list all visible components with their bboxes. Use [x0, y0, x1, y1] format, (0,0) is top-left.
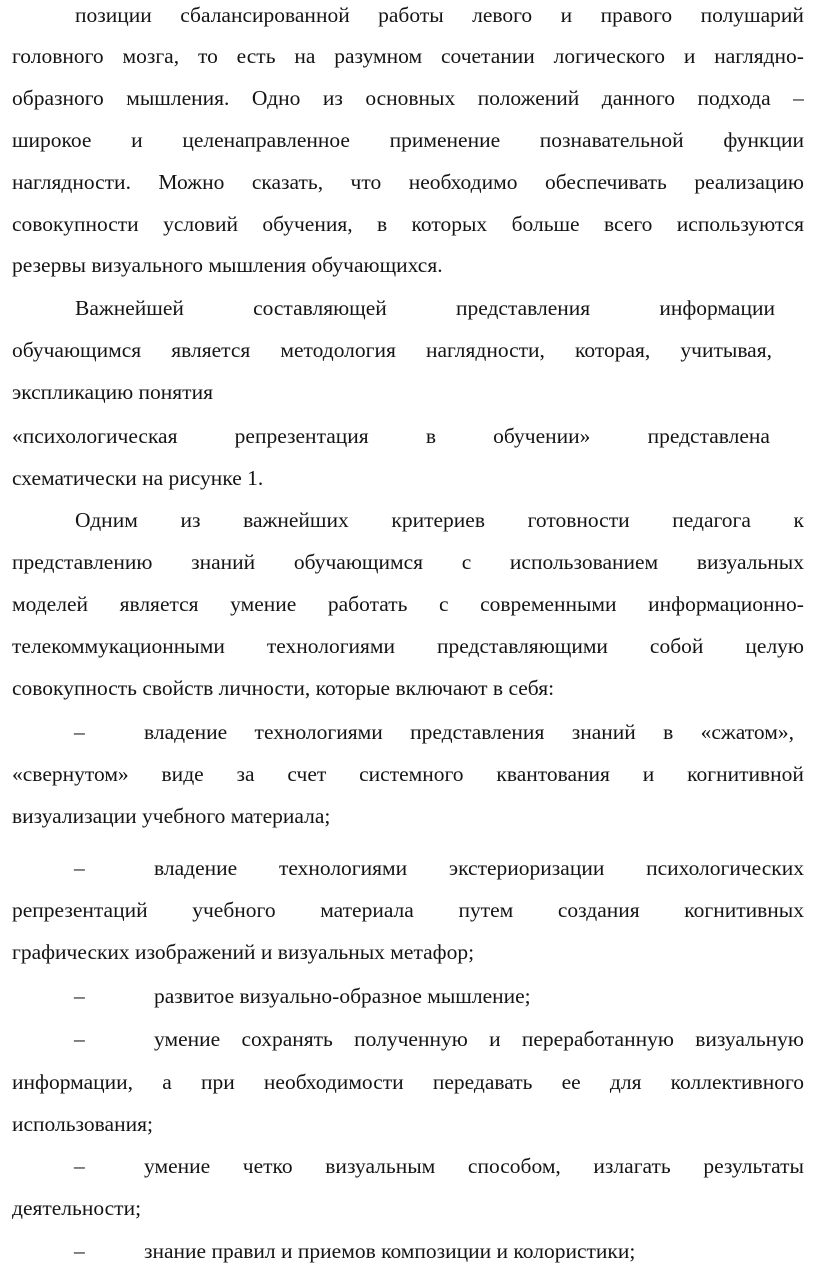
dash-bullet: – [74, 1154, 85, 1178]
word: представлена [647, 424, 770, 448]
word: критериев [391, 508, 485, 532]
word: психологических [646, 856, 804, 880]
word: результаты [703, 1154, 804, 1178]
word: методология [280, 338, 396, 362]
word: в [663, 720, 674, 744]
list-item-first-line: знание правил и приемов композиции и колористики; [144, 1239, 636, 1263]
word: визуальную [695, 1027, 804, 1051]
text-line [12, 626, 804, 666]
word: наглядно- [714, 44, 804, 68]
text-line [12, 890, 804, 930]
word: квантования [496, 762, 610, 786]
dash-bullet: – [74, 984, 85, 1008]
word: а [162, 1070, 172, 1094]
word: и [131, 128, 143, 152]
word: при [200, 1070, 235, 1094]
word: реализацию [694, 170, 804, 194]
word: логического [553, 44, 665, 68]
word: и [642, 762, 655, 786]
word: больше [511, 212, 580, 236]
word: передавать [432, 1070, 533, 1094]
word: счет [287, 762, 327, 786]
word: путем [458, 898, 514, 922]
word: представления [410, 720, 545, 744]
word: и [560, 3, 573, 27]
word: излагать [593, 1154, 671, 1178]
word: основных [365, 86, 456, 110]
word: когнитивной [687, 762, 804, 786]
dash-bullet: – [74, 720, 85, 744]
list-item-first-line [144, 712, 794, 752]
dash-bullet: – [74, 1027, 85, 1051]
text-line: экспликацию понятия [12, 380, 213, 404]
word: с [461, 550, 472, 574]
word: репрезентаций [12, 898, 148, 922]
word: и [683, 44, 696, 68]
word: образного [12, 86, 104, 110]
word: которых [411, 212, 488, 236]
text-line: резервы визуального мышления обучающихся. [12, 253, 443, 277]
list-item-first-line [154, 1019, 804, 1059]
word: педагога [672, 508, 751, 532]
word: «психологическая [12, 424, 178, 448]
word: когнитивных [684, 898, 804, 922]
list-item [12, 712, 804, 752]
word: совокупности [12, 212, 139, 236]
word: необходимо [408, 170, 518, 194]
word: обучении» [493, 424, 591, 448]
list-item-first-line: развитое визуально-образное мышление; [154, 984, 531, 1008]
text-line [12, 1062, 804, 1102]
text-line [12, 754, 804, 794]
word: обучающимся [12, 338, 142, 362]
word: мышления. [126, 86, 230, 110]
word: широкое [12, 128, 92, 152]
word: виде [161, 762, 204, 786]
text-line [12, 416, 770, 456]
word: знаний [191, 550, 256, 574]
word: Важнейшей [75, 296, 184, 320]
text-line [12, 584, 804, 624]
text-line [12, 120, 804, 160]
list-item [12, 848, 804, 888]
text-line [75, 500, 804, 540]
word: полученную [354, 1027, 468, 1051]
word: способом, [467, 1154, 561, 1178]
text-line: визуализации учебного материала; [12, 804, 331, 828]
word: есть [236, 44, 276, 68]
word: из [322, 86, 343, 110]
word: технологиями [254, 720, 383, 744]
word: умение [154, 1027, 221, 1051]
word: то [197, 44, 218, 68]
list-item-first-line [144, 1146, 804, 1186]
word: наглядности. [12, 170, 131, 194]
text-line [75, 0, 804, 35]
word: в [425, 424, 436, 448]
word: готовности [527, 508, 630, 532]
word: учитывая, [680, 338, 772, 362]
word: является [119, 592, 199, 616]
word: работать [327, 592, 408, 616]
word: использованием [509, 550, 659, 574]
word: составляющей [253, 296, 387, 320]
word: представлению [12, 550, 153, 574]
word: визуальных [696, 550, 804, 574]
word: технологиями [278, 856, 408, 880]
text-line [12, 204, 804, 244]
word: обучения, [262, 212, 353, 236]
word: разумном [334, 44, 423, 68]
word: применение [389, 128, 501, 152]
word: целенаправленное [182, 128, 350, 152]
word: сказать, [251, 170, 324, 194]
list-item [12, 1146, 804, 1186]
dash-bullet: – [74, 856, 85, 880]
word: технологиями [266, 634, 396, 658]
word: к [793, 508, 804, 532]
list-item-first-line [154, 848, 804, 888]
text-line: совокупность свойств личности, которые включают в себя: [12, 676, 555, 700]
word: необходимости [263, 1070, 404, 1094]
word: которая, [575, 338, 651, 362]
text-line: графических изображений и визуальных метафор; [12, 940, 475, 964]
word: является [171, 338, 251, 362]
word: Одним [75, 508, 138, 532]
word: что [350, 170, 382, 194]
word: умение [230, 592, 297, 616]
word: данного [601, 86, 676, 110]
word: моделей [12, 592, 88, 616]
word: за [236, 762, 255, 786]
word: информации, [12, 1070, 134, 1094]
word: левого [472, 3, 533, 27]
text-line: использования; [12, 1112, 153, 1136]
word: познавательной [539, 128, 684, 152]
word: Можно [158, 170, 225, 194]
word: системного [359, 762, 464, 786]
word: используются [676, 212, 804, 236]
word: сохранять [241, 1027, 333, 1051]
word: создания [557, 898, 640, 922]
text-line [75, 288, 775, 328]
text-line [12, 36, 804, 76]
word: владение [144, 720, 228, 744]
word: для [609, 1070, 642, 1094]
word: владение [154, 856, 238, 880]
word: условий [163, 212, 238, 236]
word: обеспечивать [544, 170, 667, 194]
word: всего [603, 212, 653, 236]
word: полушарий [700, 3, 804, 27]
word: экстериоризации [448, 856, 605, 880]
word: целую [745, 634, 804, 658]
word: современными [480, 592, 617, 616]
text-line [12, 330, 772, 370]
word: на [294, 44, 316, 68]
word: наглядности, [425, 338, 545, 362]
word: функции [723, 128, 804, 152]
word: четко [242, 1154, 293, 1178]
word: знаний [571, 720, 636, 744]
list-item [12, 1019, 804, 1059]
word: в [377, 212, 388, 236]
word: собой [649, 634, 704, 658]
word: материала [320, 898, 414, 922]
word: Одно [251, 86, 301, 110]
word: представляющими [437, 634, 608, 658]
word: сбалансированной [180, 3, 350, 27]
word: – [793, 86, 804, 110]
word: позиции [75, 3, 152, 27]
word: правого [600, 3, 673, 27]
word: репрезентация [234, 424, 369, 448]
word: из [180, 508, 201, 532]
word: обучающимся [293, 550, 423, 574]
word: сочетании [440, 44, 535, 68]
word: представления [455, 296, 591, 320]
word: важнейших [243, 508, 349, 532]
word: телекоммукационными [12, 634, 225, 658]
word: переработанную [521, 1027, 674, 1051]
text-line [12, 78, 804, 118]
text-line: схематически на рисунке 1. [12, 466, 264, 490]
text-line [12, 542, 804, 582]
word: умение [144, 1154, 211, 1178]
word: «сжатом», [700, 720, 794, 744]
dash-bullet: – [74, 1239, 85, 1263]
word: работы [378, 3, 444, 27]
word: подхода [697, 86, 771, 110]
word: мозга, [122, 44, 180, 68]
word: и [489, 1027, 501, 1051]
word: информации [659, 296, 775, 320]
list-item [12, 1231, 804, 1271]
word: информационно- [648, 592, 804, 616]
word: головного [12, 44, 104, 68]
text-line: деятельности; [12, 1196, 142, 1220]
list-item [12, 976, 804, 1016]
word: «свернутом» [12, 762, 129, 786]
text-line [12, 162, 804, 202]
word: ее [561, 1070, 581, 1094]
word: положений [477, 86, 580, 110]
word: коллективного [670, 1070, 804, 1094]
word: учебного [192, 898, 276, 922]
word: визуальным [325, 1154, 436, 1178]
word: с [438, 592, 449, 616]
